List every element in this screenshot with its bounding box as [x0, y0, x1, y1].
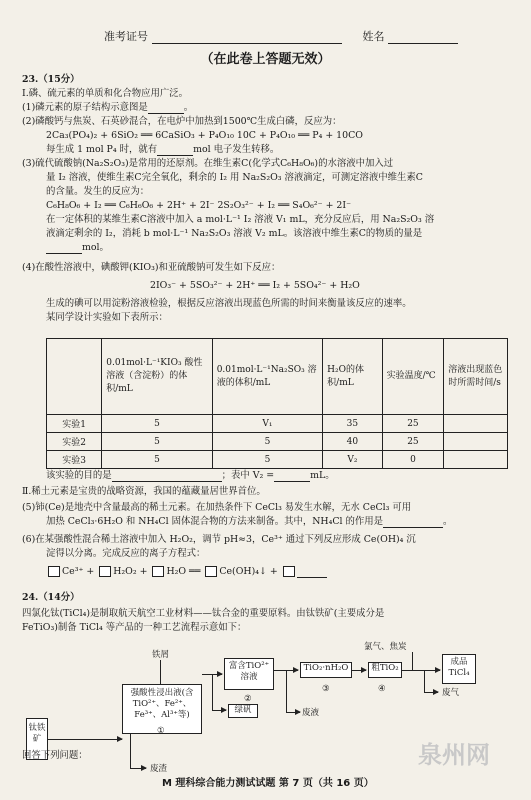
table-header-cell: 0.01mol·L⁻¹KIO₃ 酸性溶液（含淀粉）的体积/mL	[102, 339, 212, 415]
flow-step-3: ③	[322, 684, 330, 694]
q23-equation: Ce³⁺ + H₂O₂ + H₂O ══ Ce(OH)₄↓ +	[46, 566, 327, 578]
q23-title: 23.（15分）	[22, 74, 80, 85]
flow-step-1: ①	[157, 726, 165, 736]
q23-s3g: mol。	[46, 242, 109, 254]
arrow-icon	[286, 712, 300, 713]
answer-blank[interactable]	[274, 472, 310, 482]
coefficient-box[interactable]	[99, 566, 111, 577]
exam-number-line[interactable]	[152, 33, 342, 44]
table-row-label: 实验1	[47, 415, 102, 433]
experiment-table	[46, 338, 508, 469]
table-cell	[444, 433, 508, 451]
q23-s3b: 量 I₂ 溶液，使维生素C完全氧化，剩余的 I₂ 用 Na₂S₂O₃ 溶液滴定，可测定溶液中维生素C	[46, 172, 423, 183]
table-cell: 40	[323, 433, 382, 451]
flow-line	[130, 734, 131, 768]
answer-blank[interactable]	[46, 244, 82, 254]
flow-line	[160, 660, 161, 684]
table-cell: 5	[212, 451, 322, 469]
table-cell: V₂	[323, 451, 382, 469]
table-cell: 25	[382, 415, 444, 433]
table-header-cell: 溶液出现蓝色时所需时间/s	[444, 339, 508, 415]
q23-s6b: 淀得以分离。完成反应的离子方程式：	[46, 548, 206, 559]
arrow-icon	[212, 710, 226, 711]
table-header-row	[47, 339, 508, 415]
q23-s3f: 液滴定剩余的 I₂，消耗 b mol·L⁻¹ Na₂S₂O₃ 溶液 V₂ mL。该溶液中维生素C的物质的量是	[46, 228, 423, 239]
q24-p2: FeTiO₃)制备 TiCl₄ 等产品的一种工艺流程示意如下：	[22, 622, 247, 633]
coefficient-box[interactable]	[152, 566, 164, 577]
answer-blank[interactable]	[112, 472, 222, 482]
table-cell: 5	[212, 433, 322, 451]
flow-crude-tio2-box: 粗TiO₂	[368, 662, 402, 678]
arrow-icon	[48, 739, 122, 740]
answer-blank[interactable]	[297, 568, 327, 578]
exam-header	[104, 28, 458, 44]
no-answer-note: （在此卷上答题无效）	[200, 52, 331, 67]
flow-product-box: 成品TiCl₄	[442, 654, 476, 684]
table-row	[47, 433, 508, 451]
q23-s5b: 加热 CeCl₃·6H₂O 和 NH₄Cl 固体混合物的方法来制备。其中，NH₄Cl 的作用是 。	[46, 516, 453, 527]
table-corner-cell	[47, 339, 102, 415]
table-cell: 5	[102, 415, 212, 433]
arrow-icon	[130, 768, 146, 769]
page-footer: M 理科综合能力测试试题 第 7 页（共 16 页）	[162, 778, 374, 789]
flow-step-2: ②	[244, 694, 252, 704]
table-row-label: 实验3	[47, 451, 102, 469]
q23-s2a: (2)磷酸钙与焦炭、石英砂混合，在电炉中加热到1500℃生成白磷，反应为：	[22, 116, 342, 127]
q23-s3d: C₆H₈O₆ + I₂ ══ C₆H₆O₆ + 2H⁺ + 2I⁻ 2S₂O₃²⁻ + I₂ ══ S₄O₆²⁻ + 2I⁻	[46, 200, 352, 211]
coefficient-box[interactable]	[283, 566, 295, 577]
flow-iron-scrap: 铁屑	[152, 650, 170, 660]
q24-ask: 回答下列问题：	[22, 750, 88, 761]
table-header-cell: H₂O的体积/mL	[323, 339, 382, 415]
q23-s6a: (6)在某强酸性混合稀土溶液中加入 H₂O₂，调节 pH≈3，Ce³⁺ 通过下列反应形成 Ce(OH)₄ 沉	[22, 534, 416, 545]
flow-rich-solution-box: 富含TiO²⁺溶液	[224, 658, 274, 690]
q23-s3e: 在一定体积的某维生素C溶液中加入 a mol·L⁻¹ I₂ 溶液 V₁ mL，充分反应后，用 Na₂S₂O₃ 溶	[46, 214, 435, 225]
q23-s4e: 该实验的目的是 ；表中 V₂ = mL。	[46, 470, 335, 481]
table-header-cell: 实验温度/℃	[382, 339, 444, 415]
coefficient-box[interactable]	[205, 566, 217, 577]
q23-s4c: 生成的碘可以用淀粉溶液检验，根据反应溶液出现蓝色所需的时间来衡量该反应的速率。	[46, 298, 412, 309]
table-cell: 0	[382, 451, 444, 469]
q24-p1: 四氯化钛(TiCl₄)是制取航天航空工业材料——钛合金的重要原料。由钛铁矿(主要成分是	[22, 608, 385, 619]
q23-s4d: 某同学设计实验如下表所示：	[46, 312, 168, 323]
q23-s2c: 每生成 1 mol P₄ 时，就有 mol 电子发生转移。	[46, 144, 280, 155]
table-header-cell: 0.01mol·L⁻¹Na₂SO₃ 溶液的体积/mL	[212, 339, 322, 415]
table-row	[47, 451, 508, 469]
flow-waste-gas: 废气	[442, 688, 460, 698]
answer-blank[interactable]	[157, 146, 193, 156]
q23-s4b: 2IO₃⁻ + 5SO₃²⁻ + 2H⁺ ══ I₂ + 5SO₄²⁻ + H₂O	[150, 280, 360, 291]
name-label: 姓名	[362, 30, 385, 43]
flow-leach-box: 强酸性浸出液(含TiO²⁺、Fe²⁺、Fe³⁺、Al³⁺等)	[122, 684, 202, 734]
exam-number-label: 准考证号	[104, 30, 148, 43]
q23-s4a: (4)在酸性溶液中，碘酸钾(KIO₃)和亚硫酸钠可发生如下反应：	[22, 262, 281, 273]
q24-title: 24.（14分）	[22, 592, 80, 603]
arrow-icon	[352, 670, 366, 671]
table-cell: 5	[102, 433, 212, 451]
site-watermark: 泉州网	[418, 741, 490, 769]
flow-tio2-hydrate-box: TiO₂·nH₂O	[300, 662, 352, 678]
q23-part1: Ⅰ.磷、硫元素的单质和化合物应用广泛。	[22, 88, 189, 99]
flow-line	[424, 670, 425, 692]
q23-s5a: (5)铈(Ce)是地壳中含量最高的稀土元素。在加热条件下 CeCl₃ 易发生水解，无水 CeCl₃ 可用	[22, 502, 412, 513]
table-row	[47, 415, 508, 433]
q23-s3c: 的含量。发生的反应为：	[46, 186, 150, 197]
arrow-icon	[424, 692, 438, 693]
q23-part2: Ⅱ.稀土元素是宝贵的战略资源，我国的蕴藏量居世界首位。	[22, 486, 266, 497]
flow-line	[212, 674, 213, 710]
coefficient-box[interactable]	[48, 566, 60, 577]
flow-step-4: ④	[378, 684, 386, 694]
q23-s3a: (3)硫代硫酸钠(Na₂S₂O₃)是常用的还原剂。在维生素C(化学式C₆H₈O₆)的水溶液中加入过	[22, 158, 394, 169]
flow-line	[412, 652, 413, 670]
flow-line	[286, 670, 287, 712]
table-cell: 25	[382, 433, 444, 451]
table-cell	[444, 451, 508, 469]
answer-blank[interactable]	[148, 104, 184, 114]
table-cell: 35	[323, 415, 382, 433]
flow-waste-liquid: 废液	[302, 708, 320, 718]
table-cell: V₁	[212, 415, 322, 433]
table-cell	[444, 415, 508, 433]
flow-ore-box: 钛铁矿	[26, 718, 48, 760]
answer-blank[interactable]	[383, 518, 443, 528]
q23-s2b: 2Ca₃(PO₄)₂ + 6SiO₂ ══ 6CaSiO₃ + P₄O₁₀ 10C + P₄O₁₀ ══ P₄ + 10CO	[46, 130, 363, 141]
name-line[interactable]	[388, 33, 458, 44]
flow-chlorine-coke: 氯气、焦炭	[364, 642, 407, 652]
q23-s1: (1)磷元素的原子结构示意图是 。	[22, 102, 194, 113]
arrow-icon	[402, 670, 440, 671]
table-cell: 5	[102, 451, 212, 469]
table-row-label: 实验2	[47, 433, 102, 451]
flow-residue: 废渣	[150, 764, 168, 774]
flow-green-vitriol-box: 绿矾	[228, 704, 258, 718]
